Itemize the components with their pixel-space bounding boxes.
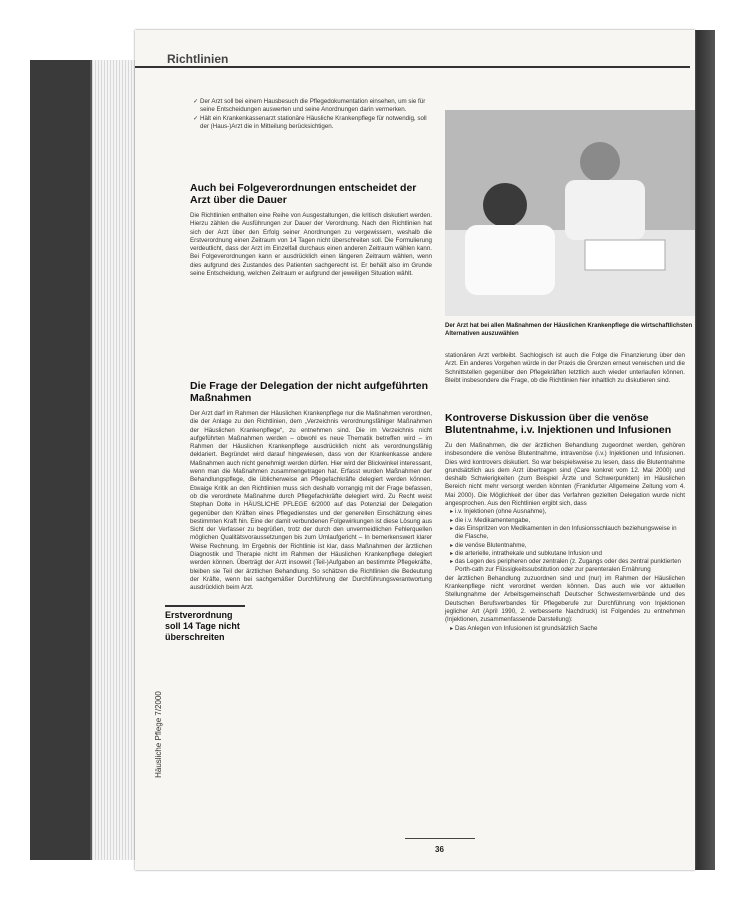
last-bullet: ▸ Das Anlegen von Infusionen ist grundsätzlich Sache	[455, 625, 685, 633]
section-1	[190, 182, 432, 278]
photo-doctor-consultation	[445, 110, 695, 316]
section-1-text: Die Richtlinien enthalten eine Reihe von Ausgestaltungen, die kritisch diskutiert werden. Hierzu zählen die Ausführungen zur Dauer der Verordnung. Nach den Richtlinien hat sich der Arzt über den Erfolg seiner Anordnungen zu vergewissern, weshalb die Erstverordnung einen Zeitraum von 14 Tagen nicht überschreiten soll. Die Formulierung verdeutlicht, dass der Arzt im Einzelfall durchaus einen anderen Zeitraum wählen kann. Bei Folgeverordnungen kann er ausdrücklich einen längeren Zeitraum wählen, wenn dies aufgrund des Zustandes des Patienten sachgerecht ist. Er behält also im Grunde seine Entscheidung, welchen Zeitraum er aufgrund der jeweiligen Situation wählt.	[190, 212, 432, 278]
book-right-edge	[695, 30, 715, 870]
section-3-text: Zu den Maßnahmen, die der ärztlichen Behandlung zugeordnet werden, gehören insbesondere die venöse Blutentnahme, intravenöse (i.v.) Injektionen und Infusionen. Dies wird kontrovers diskutiert. So war beispielsweise zu lesen, dass die Blutentnahme grundsätzlich aus dem Arzt übertragen sind (Care konkret vom 12. Mai 2000) und deshalb Schwierigkeiten (zum Beispiel Ärzte und Schwerpunkten) im Häuslichen Bereich nicht mehr versorgt werden könnten (Frankfurter Allgemeine Zeitung vom 4. Mai 2000). Die Möglichkeit der über das Verfahren gezielten Delegation wurde nicht angesprochen. Aus den Richtlinien ergibt sich, dass	[445, 442, 685, 508]
list-item: ▸ die i.v. Medikamentengabe,	[455, 517, 685, 525]
page-number: 36	[435, 845, 444, 854]
list-item: ▸ die arterielle, intrathekale und subkutane Infusion und	[455, 550, 685, 558]
footer-rule	[405, 838, 475, 839]
vertical-issue-label: Häusliche Pflege 7/2000	[153, 691, 163, 778]
after-list-text: der ärztlichen Behandlung zuzuordnen sind und (nur) im Rahmen der Häuslichen Krankenpflege nicht verordnet werden können. Das auch wie vor aktuellen Stellungnahme der Arbeitsgemeinschaft Deutscher Schwesternverbände und des Deutschen Berufsverbandes für Pflegeberufe zur Durchführung von Injektionen jeglicher Art (April 1990, 2. verbesserte Nachdruck) ist Folgendes zu entnehmen (Injektionen, zusammenfassende Darstellung):	[445, 574, 685, 624]
page-stack-edge	[90, 60, 140, 860]
section-2-heading: Die Frage der Delegation der nicht aufgeführten Maßnahmen	[190, 380, 429, 404]
intro-bullet-2: ✓ Hält ein Krankenkassenarzt stationäre Häusliche Krankenpflege für notwendig, soll der (Haus-)Arzt die in Mitteilung berücksichtigen.	[200, 115, 432, 132]
section-3	[445, 412, 685, 633]
photo-illustration	[445, 110, 695, 316]
intro-bullets	[190, 98, 432, 131]
section-2-text: Der Arzt darf im Rahmen der Häuslichen Krankenpflege nur die Maßnahmen verordnen, die der Anlage zu den Richtlinien, dem „Verzeichnis verordnungsfähiger Maßnahmen der Häuslichen Krankenpflege“, zu entnehmen sind. Die im Verzeichnis nicht aufgeführten Maßnahmen werden – obwohl es neue Thematik betreffen wird – im Rahmen der Häuslichen Krankenpflege ausdrücklich nicht als verordnungsfähig deklariert. Begründet wird darauf hingewiesen, dass von der Krankenkasse andere Maßnahmen auch nicht genehmigt werden dürfen. Hier wird der Blickwinkel interessant, wenn man die Maßnahmen zusammengetragen hat. Erfasst wurden Maßnahmen der Behandlungspflege, die üblicherweise an Pflegefachkräfte delegiert werden können. Etwaige Kritik an den Richtlinien muss sich deshalb vorrangig mit der Frage befassen, ob die verordnete Maßnahme durch Pflegefachkräfte delegiert wird. Zu Recht weist Stephan Dolte in HÄUSLICHE PFLEGE 6/2000 auf das Potenzial der Delegation gegenüber den Kräften eines Pflegedienstes und der generellen Einschätzung eines bestimmten Kraft hin. Eine der damit verbundenen Folgewirkungen ist diese Lösung aus Sicht der Verfasser zu begrüßen, trotz der durch den unvermeidlichen Fehlerquellen möglichen Qualitätsvoraussetzungen bis zum Umlaufgericht – In bemerkenswert klarer Weise Rechnung. Im Ergebnis der Richtlinie ist klar, dass Maßnahmen der ärztlichen Diagnostik und Therapie nicht im Rahmen der Häuslichen Krankenpflege delegiert werden können. Überträgt der Arzt insoweit (Teil-)Aufgaben an bestimmte Pflegekräfte, bleiben sie Teil der ärztlichen Behandlung. So schätzen die Richtlinien die Bedeutung der Kräfte, wenn bei sachgemäßer Durchführung der Durchführungsverantwortung ausdrücklich beim Arzt.	[190, 410, 432, 592]
blood-procedures-list	[445, 508, 685, 574]
list-item: ▸ die venöse Blutentnahme,	[455, 542, 685, 550]
section-3-heading: Kontroverse Diskussion über die venöse Blutentnahme, i.v. Injektionen und Infusionen	[445, 412, 672, 436]
section-2	[190, 380, 432, 593]
section-title: Richtlinien	[167, 52, 229, 66]
section-1-heading: Auch bei Folgeverordnungen entscheidet der Arzt über die Dauer	[190, 182, 417, 206]
list-item: ▸ das Einspritzen von Medikamenten in den Infusionsschlauch beziehungsweise in die Flasche,	[455, 525, 685, 542]
magazine-page	[135, 30, 695, 870]
intro-bullet-1: ✓ Der Arzt soll bei einem Hausbesuch die Pflegedokumentation einsehen, um sie für seine Entscheidungen auswerten und seine Anordnungen darin vermerken.	[200, 98, 432, 115]
sidebar-pull-quote: Erstverordnung soll 14 Tage nicht überschreiten	[165, 605, 245, 643]
photo-caption: Der Arzt hat bei allen Maßnahmen der Häuslichen Krankenpflege die wirtschaftlichsten Alternativen auszuwählen	[445, 323, 693, 337]
list-item: ▸ das Legen des peripheren oder zentralen (z. Zugangs oder des zentral punktierten Porth-cath zur Flüssigkeitssubstitution oder zur parenteralen Ernährung	[455, 558, 685, 575]
list-item: ▸ i.v. Injektionen (ohne Ausnahme),	[455, 508, 685, 516]
right-intro	[445, 352, 685, 385]
right-intro-text: stationären Arzt verbleibt. Sachlogisch ist auch die Folge die Finanzierung über den Arzt. Ein anderes Vorgehen würde in der Praxis die Grenzen erneut verwischen und die Schnittstellen gegenüber den Pflegekräften letztlich auch wieder unterlaufen können. Bleibt insbesondere die Frage, ob die Richtlinien hier inhaltlich zu diskutieren sind.	[445, 352, 685, 384]
